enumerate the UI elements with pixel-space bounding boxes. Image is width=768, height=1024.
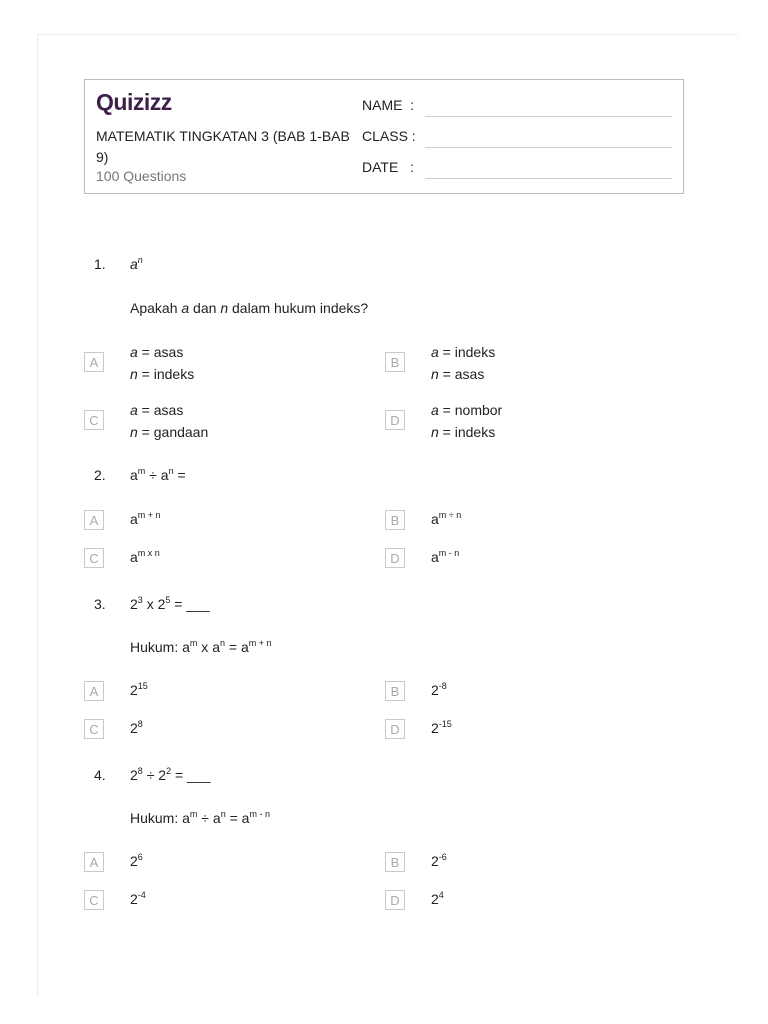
q2-option-b-marker[interactable]: B — [385, 510, 405, 530]
q1-option-a[interactable]: a = asas n = indeks — [130, 344, 195, 382]
q4-option-a[interactable]: $2^6$ — [130, 852, 143, 869]
question-4-stem: $2^8 \div 2^2$ = ___ — [130, 766, 211, 783]
q3-option-b-marker[interactable]: B — [385, 681, 405, 701]
q3-option-b[interactable]: $2^{-8}$ — [431, 681, 447, 698]
q4-option-c[interactable]: $2^{-4}$ — [130, 890, 146, 907]
q4-option-b[interactable]: $2^{-6}$ — [431, 852, 447, 869]
q3-option-a-marker[interactable]: A — [84, 681, 104, 701]
question-3-stem: $2^3$ x $2^5$ = ___ — [130, 595, 210, 612]
quiz-title: MATEMATIK TINGKATAN 3 (BAB 1-BAB 9) — [96, 128, 350, 165]
q2-option-c-marker[interactable]: C — [84, 548, 104, 568]
date-label: DATE : — [362, 159, 414, 175]
q3-option-a[interactable]: $2^{15}$ — [130, 681, 148, 698]
q3-option-c[interactable]: $2^8$ — [130, 719, 143, 736]
q2-option-c[interactable]: $a^{m x n}$ — [130, 548, 160, 565]
q4-option-a-marker[interactable]: A — [84, 852, 104, 872]
q2-option-d-marker[interactable]: D — [385, 548, 405, 568]
q3-option-c-marker[interactable]: C — [84, 719, 104, 739]
q1-option-d[interactable]: a = nombor n = indeks — [431, 402, 503, 440]
q1-option-b-marker[interactable]: B — [385, 352, 405, 372]
q3-option-d-marker[interactable]: D — [385, 719, 405, 739]
question-1-number: 1. — [94, 256, 106, 272]
q4-option-d[interactable]: $2^4$ — [431, 890, 444, 907]
question-2-stem: $a^m \div a^n$ = — [130, 466, 186, 483]
q2-option-b[interactable]: $a^{m \div n}$ — [431, 510, 462, 527]
q1-option-c[interactable]: a = asas n = gandaan — [130, 402, 209, 440]
q2-option-d[interactable]: $a^{m - n}$ — [431, 548, 460, 565]
question-1-stem: $a^n$ — [130, 255, 143, 272]
q1-option-b[interactable]: a = indeks n = asas — [431, 344, 496, 382]
q4-option-c-marker[interactable]: C — [84, 890, 104, 910]
name-label: NAME : — [362, 97, 415, 113]
question-4-rule: Hukum: $a^m \div a^n = a^{m - n}$ — [130, 809, 270, 826]
question-3-number: 3. — [94, 596, 106, 612]
date-field[interactable] — [425, 178, 672, 179]
q2-option-a-marker[interactable]: A — [84, 510, 104, 530]
q1-option-a-marker[interactable]: A — [84, 352, 104, 372]
q4-option-d-marker[interactable]: D — [385, 890, 405, 910]
question-3-rule: Hukum: $a^m$ x $a^n = a^{m + n}$ — [130, 638, 272, 655]
question-2-number: 2. — [94, 467, 106, 483]
worksheet-header — [84, 79, 684, 194]
question-4-number: 4. — [94, 767, 106, 783]
q1-option-d-marker[interactable]: D — [385, 410, 405, 430]
class-label: CLASS : — [362, 128, 416, 144]
class-field[interactable] — [425, 147, 672, 148]
q3-option-d[interactable]: $2^{-15}$ — [431, 719, 452, 736]
question-1-text: Apakah a dan n dalam hukum indeks? — [130, 300, 369, 316]
q4-option-b-marker[interactable]: B — [385, 852, 405, 872]
quizizz-logo: Quizizz — [96, 89, 172, 115]
question-count: 100 Questions — [96, 168, 187, 184]
name-field[interactable] — [425, 116, 672, 117]
q1-option-c-marker[interactable]: C — [84, 410, 104, 430]
q2-option-a[interactable]: $a^{m + n}$ — [130, 510, 161, 527]
